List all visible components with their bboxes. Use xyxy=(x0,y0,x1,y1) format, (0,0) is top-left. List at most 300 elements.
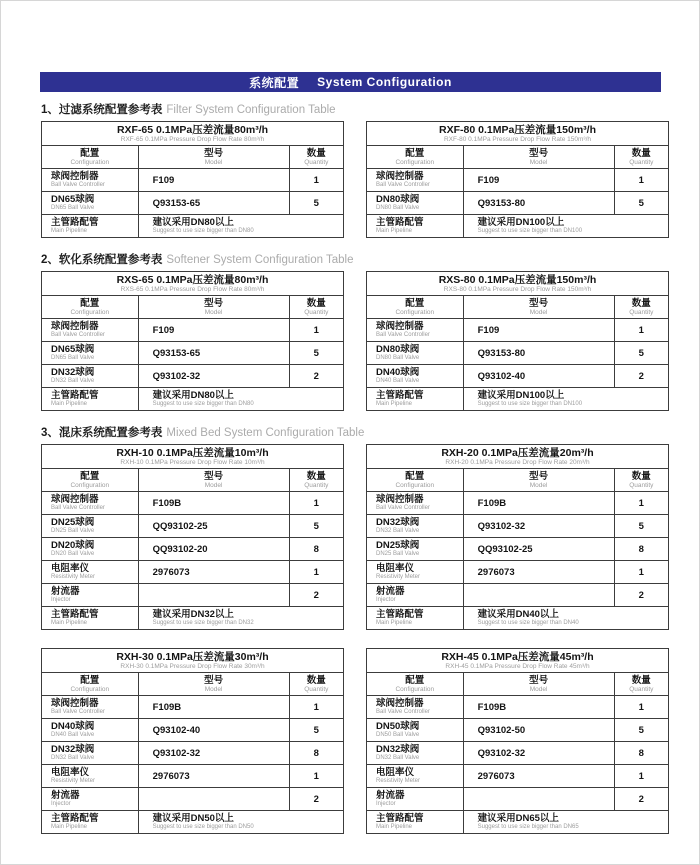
qty-cell: 5 xyxy=(614,719,668,742)
col-header-model-zh: 型号 xyxy=(204,148,224,159)
col-header-model-en: Model xyxy=(529,159,548,166)
config-label-zh: 射流器 xyxy=(376,586,405,597)
table-row xyxy=(367,215,669,238)
config-label-en: DN32 Ball Valve xyxy=(376,528,420,534)
config-label-zh: 球阀控制器 xyxy=(51,321,99,332)
table-title xyxy=(367,272,669,296)
qty-cell: 5 xyxy=(289,192,343,215)
config-label-en: DN32 Ball Valve xyxy=(51,378,95,384)
suggestion-cell xyxy=(138,811,343,834)
page-content xyxy=(41,103,669,849)
column-header-row xyxy=(367,296,669,319)
col-header-config-en: Configuration xyxy=(70,482,110,489)
col-header-model xyxy=(138,469,289,492)
col-header-qty-zh: 数量 xyxy=(631,148,651,159)
config-cell xyxy=(367,584,464,607)
col-header-config-zh: 配置 xyxy=(80,148,100,159)
suggestion-zh: 建议采用DN80以上 xyxy=(152,217,234,228)
table-row xyxy=(367,492,669,515)
col-header-model-en: Model xyxy=(204,482,223,489)
config-label-zh: DN32球阀 xyxy=(376,744,420,755)
model-cell: 2976073 xyxy=(138,765,289,788)
col-header-config-zh: 配置 xyxy=(80,298,100,309)
table-row xyxy=(367,169,669,192)
config-label-en: Main Pipeline xyxy=(51,401,88,407)
config-label-en: DN25 Ball Valve xyxy=(51,528,95,534)
section-title xyxy=(41,103,669,117)
config-cell xyxy=(42,192,139,215)
config-label-zh: 射流器 xyxy=(51,790,80,801)
col-header-qty xyxy=(289,673,343,696)
config-label-zh: 射流器 xyxy=(376,790,405,801)
config-label-zh: 主管路配管 xyxy=(376,390,424,401)
qty-cell: 1 xyxy=(289,765,343,788)
table-row xyxy=(367,192,669,215)
model-cell: Q93153-80 xyxy=(463,342,614,365)
model-cell: Q93153-80 xyxy=(463,192,614,215)
config-cell xyxy=(367,342,464,365)
table-row xyxy=(42,492,344,515)
col-header-model-en: Model xyxy=(204,309,223,316)
column-header-row xyxy=(367,469,669,492)
config-label-zh: 球阀控制器 xyxy=(51,494,99,505)
table-row xyxy=(42,192,344,215)
table-row xyxy=(367,342,669,365)
qty-cell: 5 xyxy=(614,192,668,215)
suggestion-cell xyxy=(463,215,668,238)
config-cell xyxy=(42,607,139,630)
suggestion-zh: 建议采用DN100以上 xyxy=(477,217,565,228)
config-label-zh: 球阀控制器 xyxy=(376,494,424,505)
col-header-model xyxy=(463,673,614,696)
config-cell xyxy=(42,765,139,788)
config-cell xyxy=(42,811,139,834)
config-label-en: Injector xyxy=(376,801,396,807)
config-cell xyxy=(42,515,139,538)
col-header-config xyxy=(367,469,464,492)
col-header-config-en: Configuration xyxy=(70,686,110,693)
table-title-en: RXH-45 0.1MPa Pressure Drop Flow Rate 45m³/h xyxy=(445,663,590,670)
config-cell xyxy=(42,538,139,561)
config-label-zh: DN25球阀 xyxy=(51,517,95,528)
col-header-qty xyxy=(614,146,668,169)
qty-cell: 5 xyxy=(289,342,343,365)
config-label-zh: DN32球阀 xyxy=(51,744,95,755)
col-header-qty-en: Quantity xyxy=(304,309,329,316)
col-header-config-en: Configuration xyxy=(395,159,435,166)
table-title-en: RXF-65 0.1MPa Pressure Drop Flow Rate 80m³/h xyxy=(120,136,265,143)
config-cell xyxy=(367,192,464,215)
section-title-zh: 1、过滤系统配置参考表 xyxy=(41,104,163,116)
column-header-row xyxy=(42,296,344,319)
config-label-en: Ball Valve Controller xyxy=(51,332,105,338)
config-label-zh: DN20球阀 xyxy=(51,540,95,551)
qty-cell: 5 xyxy=(614,515,668,538)
table-row xyxy=(367,538,669,561)
config-label-zh: 球阀控制器 xyxy=(51,698,99,709)
config-label-zh: 球阀控制器 xyxy=(376,321,424,332)
model-cell: 2976073 xyxy=(138,561,289,584)
config-cell xyxy=(42,215,139,238)
config-label-en: Main Pipeline xyxy=(51,620,88,626)
model-cell: F109 xyxy=(138,319,289,342)
config-table xyxy=(41,271,344,411)
config-cell xyxy=(367,169,464,192)
model-cell: Q93102-32 xyxy=(463,515,614,538)
section-2 xyxy=(41,253,669,411)
config-cell xyxy=(42,584,139,607)
config-label-en: Injector xyxy=(376,597,396,603)
config-cell xyxy=(367,365,464,388)
config-label-en: DN80 Ball Valve xyxy=(376,355,420,361)
qty-cell: 1 xyxy=(289,696,343,719)
table-row xyxy=(42,742,344,765)
config-label-zh: 主管路配管 xyxy=(51,217,99,228)
config-label-en: Resistivity Meter xyxy=(376,778,421,784)
config-cell xyxy=(42,788,139,811)
suggestion-en: Suggest to use size bigger than DN65 xyxy=(477,824,579,830)
col-header-model-zh: 型号 xyxy=(529,471,549,482)
model-cell: QQ93102-25 xyxy=(463,538,614,561)
model-cell: 2976073 xyxy=(463,561,614,584)
config-cell xyxy=(367,719,464,742)
config-label-zh: 球阀控制器 xyxy=(376,698,424,709)
config-label-en: Ball Valve Controller xyxy=(376,182,430,188)
col-header-qty-zh: 数量 xyxy=(306,148,326,159)
config-label-zh: 主管路配管 xyxy=(51,390,99,401)
config-label-en: Main Pipeline xyxy=(376,824,413,830)
config-label-en: Ball Valve Controller xyxy=(376,332,430,338)
table-title-row xyxy=(367,122,669,146)
config-cell xyxy=(42,169,139,192)
suggestion-zh: 建议采用DN40以上 xyxy=(477,609,559,620)
model-cell: Q93153-65 xyxy=(138,342,289,365)
qty-cell: 1 xyxy=(289,319,343,342)
config-label-en: Main Pipeline xyxy=(376,228,413,234)
config-label-zh: 主管路配管 xyxy=(376,813,424,824)
col-header-qty-en: Quantity xyxy=(629,309,654,316)
table-row xyxy=(367,388,669,411)
config-label-en: DN80 Ball Valve xyxy=(376,205,420,211)
qty-cell: 1 xyxy=(614,169,668,192)
config-label-zh: 电阻率仪 xyxy=(376,563,415,574)
suggestion-zh: 建议采用DN80以上 xyxy=(152,390,234,401)
config-label-zh: 电阻率仪 xyxy=(51,563,90,574)
qty-cell: 2 xyxy=(614,365,668,388)
column-header-row xyxy=(42,469,344,492)
col-header-config-zh: 配置 xyxy=(80,675,100,686)
config-cell xyxy=(42,719,139,742)
col-header-qty xyxy=(289,146,343,169)
table-title xyxy=(367,122,669,146)
table-title-en: RXS-80 0.1MPa Pressure Drop Flow Rate 150m³/h xyxy=(443,286,592,293)
col-header-config-zh: 配置 xyxy=(405,675,425,686)
config-table xyxy=(366,271,669,411)
config-label-zh: 电阻率仪 xyxy=(51,767,90,778)
section-title xyxy=(41,253,669,267)
table-title-zh: RXH-20 0.1MPa压差流量20m³/h xyxy=(441,447,594,459)
model-cell: Q93102-50 xyxy=(463,719,614,742)
col-header-model-en: Model xyxy=(529,309,548,316)
col-header-qty-en: Quantity xyxy=(304,159,329,166)
config-label-zh: DN40球阀 xyxy=(376,367,420,378)
table-row xyxy=(42,215,344,238)
col-header-config-en: Configuration xyxy=(395,309,435,316)
col-header-model xyxy=(138,673,289,696)
suggestion-en: Suggest to use size bigger than DN50 xyxy=(152,824,254,830)
col-header-config-en: Configuration xyxy=(70,159,110,166)
suggestion-en: Suggest to use size bigger than DN32 xyxy=(152,620,254,626)
config-label-en: Ball Valve Controller xyxy=(376,709,430,715)
config-label-en: DN40 Ball Valve xyxy=(376,378,420,384)
config-label-en: Main Pipeline xyxy=(51,824,88,830)
config-label-zh: DN40球阀 xyxy=(51,721,95,732)
section-tables xyxy=(41,444,669,834)
table-row xyxy=(42,319,344,342)
qty-cell: 5 xyxy=(614,342,668,365)
section-tables xyxy=(41,121,669,238)
suggestion-en: Suggest to use size bigger than DN40 xyxy=(477,620,579,626)
qty-cell: 2 xyxy=(614,584,668,607)
config-label-zh: 主管路配管 xyxy=(376,609,424,620)
table-row xyxy=(42,538,344,561)
config-label-en: DN40 Ball Valve xyxy=(51,732,95,738)
config-label-en: Ball Valve Controller xyxy=(51,505,105,511)
config-cell xyxy=(367,811,464,834)
config-label-zh: 主管路配管 xyxy=(51,813,99,824)
model-cell: F109B xyxy=(463,696,614,719)
config-label-zh: 主管路配管 xyxy=(51,609,99,620)
col-header-qty-en: Quantity xyxy=(304,686,329,693)
table-row xyxy=(42,365,344,388)
model-cell: QQ93102-25 xyxy=(138,515,289,538)
qty-cell: 1 xyxy=(614,492,668,515)
config-cell xyxy=(42,319,139,342)
config-label-en: DN32 Ball Valve xyxy=(51,755,95,761)
col-header-config xyxy=(42,469,139,492)
model-cell: Q93102-40 xyxy=(463,365,614,388)
table-title-en: RXH-30 0.1MPa Pressure Drop Flow Rate 30m³/h xyxy=(120,663,265,670)
table-title xyxy=(367,649,669,673)
col-header-config xyxy=(42,146,139,169)
table-title xyxy=(42,272,344,296)
col-header-qty-zh: 数量 xyxy=(306,675,326,686)
table-row xyxy=(367,696,669,719)
col-header-model-en: Model xyxy=(529,686,548,693)
table-title-row xyxy=(367,272,669,296)
col-header-model-zh: 型号 xyxy=(529,298,549,309)
table-row xyxy=(367,584,669,607)
table-title-row xyxy=(367,445,669,469)
suggestion-cell xyxy=(463,607,668,630)
suggestion-en: Suggest to use size bigger than DN80 xyxy=(152,228,254,234)
model-cell xyxy=(138,788,289,811)
table-row xyxy=(42,788,344,811)
table-title xyxy=(42,649,344,673)
qty-cell: 2 xyxy=(289,365,343,388)
qty-cell: 1 xyxy=(614,561,668,584)
table-title-en: RXH-10 0.1MPa Pressure Drop Flow Rate 10m³/h xyxy=(120,459,265,466)
table-title-zh: RXH-45 0.1MPa压差流量45m³/h xyxy=(441,651,594,663)
model-cell xyxy=(463,584,614,607)
col-header-model xyxy=(463,146,614,169)
table-row xyxy=(42,719,344,742)
table-row xyxy=(367,719,669,742)
table-row xyxy=(42,584,344,607)
column-header-row xyxy=(42,673,344,696)
col-header-qty xyxy=(614,673,668,696)
config-cell xyxy=(367,515,464,538)
suggestion-cell xyxy=(463,811,668,834)
model-cell: F109B xyxy=(138,696,289,719)
col-header-qty xyxy=(289,296,343,319)
suggestion-zh: 建议采用DN65以上 xyxy=(477,813,559,824)
col-header-config xyxy=(42,296,139,319)
config-label-en: Ball Valve Controller xyxy=(51,709,105,715)
table-row xyxy=(42,515,344,538)
table-row xyxy=(367,319,669,342)
config-table xyxy=(41,444,344,630)
table-title xyxy=(367,445,669,469)
col-header-model xyxy=(463,469,614,492)
qty-cell: 1 xyxy=(289,561,343,584)
suggestion-cell xyxy=(138,215,343,238)
config-table xyxy=(41,648,344,834)
model-cell: 2976073 xyxy=(463,765,614,788)
qty-cell: 8 xyxy=(289,742,343,765)
config-label-zh: 主管路配管 xyxy=(376,217,424,228)
suggestion-zh: 建议采用DN32以上 xyxy=(152,609,234,620)
config-label-zh: DN80球阀 xyxy=(376,344,420,355)
config-cell xyxy=(367,607,464,630)
col-header-config xyxy=(367,296,464,319)
table-title-zh: RXF-65 0.1MPa压差流量80m³/h xyxy=(116,124,269,136)
model-cell: QQ93102-20 xyxy=(138,538,289,561)
qty-cell: 1 xyxy=(614,696,668,719)
config-label-en: DN20 Ball Valve xyxy=(51,551,95,557)
col-header-config xyxy=(367,673,464,696)
table-title-zh: RXS-65 0.1MPa压差流量80m³/h xyxy=(116,274,269,286)
col-header-qty-en: Quantity xyxy=(629,686,654,693)
suggestion-cell xyxy=(138,607,343,630)
config-label-zh: DN80球阀 xyxy=(376,194,420,205)
config-label-en: Resistivity Meter xyxy=(51,778,96,784)
config-cell xyxy=(367,388,464,411)
config-label-zh: 球阀控制器 xyxy=(51,171,99,182)
col-header-qty-en: Quantity xyxy=(629,482,654,489)
model-cell: Q93153-65 xyxy=(138,192,289,215)
col-header-model-zh: 型号 xyxy=(529,675,549,686)
col-header-model-en: Model xyxy=(204,159,223,166)
config-label-en: Ball Valve Controller xyxy=(51,182,105,188)
col-header-qty xyxy=(614,469,668,492)
model-cell: F109 xyxy=(138,169,289,192)
col-header-config xyxy=(42,673,139,696)
page-header-bar xyxy=(40,72,661,92)
config-label-zh: DN65球阀 xyxy=(51,344,95,355)
table-row xyxy=(42,169,344,192)
qty-cell: 5 xyxy=(289,515,343,538)
table-row xyxy=(367,515,669,538)
col-header-config-zh: 配置 xyxy=(80,471,100,482)
table-row xyxy=(42,388,344,411)
section-title-zh: 3、混床系统配置参考表 xyxy=(41,427,163,439)
col-header-qty-zh: 数量 xyxy=(631,471,651,482)
model-cell xyxy=(138,584,289,607)
col-header-qty-en: Quantity xyxy=(629,159,654,166)
config-label-zh: DN65球阀 xyxy=(51,194,95,205)
config-label-zh: 射流器 xyxy=(51,586,80,597)
config-label-en: DN65 Ball Valve xyxy=(51,355,95,361)
table-row xyxy=(367,788,669,811)
col-header-config xyxy=(367,146,464,169)
config-label-en: Resistivity Meter xyxy=(376,574,421,580)
col-header-qty-zh: 数量 xyxy=(306,298,326,309)
config-label-en: Resistivity Meter xyxy=(51,574,96,580)
col-header-qty-zh: 数量 xyxy=(631,298,651,309)
table-title-row xyxy=(42,272,344,296)
config-cell xyxy=(42,696,139,719)
config-cell xyxy=(42,388,139,411)
table-title-row xyxy=(42,445,344,469)
config-cell xyxy=(367,215,464,238)
table-row xyxy=(42,811,344,834)
config-label-en: Ball Valve Controller xyxy=(376,505,430,511)
suggestion-zh: 建议采用DN50以上 xyxy=(152,813,234,824)
model-cell: F109B xyxy=(138,492,289,515)
qty-cell: 8 xyxy=(614,742,668,765)
table-title-zh: RXH-10 0.1MPa压差流量10m³/h xyxy=(116,447,269,459)
table-title xyxy=(42,445,344,469)
config-table xyxy=(366,648,669,834)
config-label-zh: 球阀控制器 xyxy=(376,171,424,182)
config-label-zh: 电阻率仪 xyxy=(376,767,415,778)
page-title-en: System Configuration xyxy=(317,75,452,89)
config-cell xyxy=(367,765,464,788)
table-row xyxy=(42,342,344,365)
table-title-zh: RXH-30 0.1MPa压差流量30m³/h xyxy=(116,651,269,663)
col-header-config-en: Configuration xyxy=(395,686,435,693)
table-title-en: RXF-80 0.1MPa Pressure Drop Flow Rate 150m³/h xyxy=(443,136,592,143)
section-3 xyxy=(41,426,669,834)
section-tables xyxy=(41,271,669,411)
model-cell xyxy=(463,788,614,811)
config-cell xyxy=(367,788,464,811)
qty-cell: 1 xyxy=(289,492,343,515)
table-row xyxy=(367,607,669,630)
config-cell xyxy=(367,696,464,719)
table-title-en: RXH-20 0.1MPa Pressure Drop Flow Rate 20m³/h xyxy=(445,459,590,466)
section-title-en: Filter System Configuration Table xyxy=(166,104,336,116)
config-label-zh: DN50球阀 xyxy=(376,721,420,732)
table-row xyxy=(42,607,344,630)
col-header-qty-zh: 数量 xyxy=(306,471,326,482)
table-title-zh: RXF-80 0.1MPa压差流量150m³/h xyxy=(439,124,596,136)
qty-cell: 8 xyxy=(614,538,668,561)
qty-cell: 2 xyxy=(289,788,343,811)
config-label-zh: DN25球阀 xyxy=(376,540,420,551)
section-title-zh: 2、软化系统配置参考表 xyxy=(41,254,163,266)
col-header-config-en: Configuration xyxy=(395,482,435,489)
table-title-row xyxy=(42,649,344,673)
table-title-zh: RXS-80 0.1MPa压差流量150m³/h xyxy=(438,274,597,286)
config-label-en: DN32 Ball Valve xyxy=(376,755,420,761)
model-cell: Q93102-32 xyxy=(138,365,289,388)
col-header-model xyxy=(138,146,289,169)
table-row xyxy=(367,365,669,388)
model-cell: F109 xyxy=(463,169,614,192)
config-label-en: DN65 Ball Valve xyxy=(51,205,95,211)
